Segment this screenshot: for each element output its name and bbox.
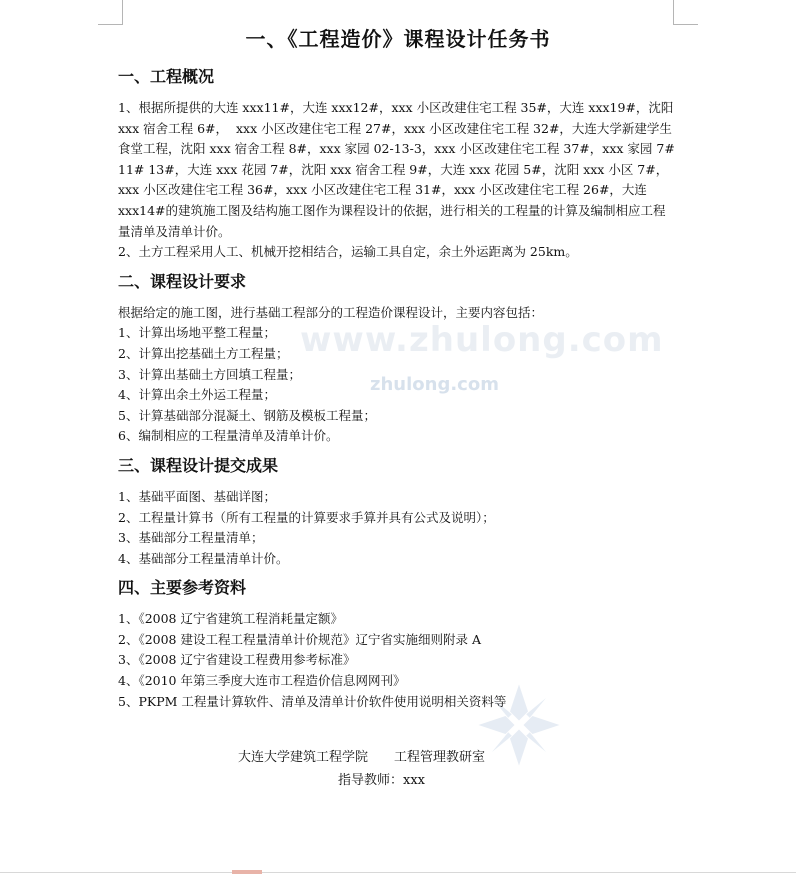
paragraph: 1、根据所提供的大连 xxx11#，大连 xxx12#，xxx 小区改建住宅工程 35#，大连 xxx19#，沈阳 xxx 宿舍工程 6#， xxx 小区改建住宅工程 27#，xxx 小区改建住宅工程 32#，大连大学新建学生食堂工程，沈阳 xxx 宿舍工程 8#，xxx 家园 02-13-3，xxx 小区改建住宅工程 37#，xxx 家园 7# 11# 13#，大连 xxx 花园 7#，沈阳 xxx 宿舍工程 9#，大连 xxx 花园 5#，沈阳 xxx 小区 7#，xxx 小区改建住宅工程 36#，xxx 小区改建住宅工程 31#，xxx 小区改建住宅工程 26#，大连 xxx14#的建筑施工图及结构施工图作为课程设计的依据，进行相关的工程量的计算及编制相应工程量清单及清单计价。 bbox=[118, 100, 679, 239]
list-item: 1、基础平面图、基础详图； bbox=[118, 488, 276, 504]
paragraph: 根据给定的施工图，进行基础工程部分的工程造价课程设计，主要内容包括： bbox=[118, 304, 544, 320]
section-deliverables bbox=[118, 455, 678, 569]
list-item: 2、工程量计算书（所有工程量的计算要求手算并具有公式及说明）； bbox=[118, 509, 495, 525]
list-item: 3、基础部分工程量清单； bbox=[118, 530, 264, 546]
page-corner-top-left bbox=[98, 0, 123, 25]
list-item: 3、计算出基础土方回填工程量； bbox=[118, 366, 301, 382]
document-body bbox=[118, 26, 678, 720]
list-item: 6、编制相应的工程量清单及清单计价。 bbox=[118, 428, 339, 444]
page-bottom-mark bbox=[232, 870, 262, 874]
section-heading: 三、课程设计提交成果 bbox=[118, 455, 279, 475]
list-item: 4、计算出余土外运工程量； bbox=[118, 387, 276, 403]
section-references bbox=[118, 577, 678, 712]
signature-block bbox=[238, 746, 538, 792]
list-item: 3、《2008 辽宁省建设工程费用参考标准》 bbox=[118, 652, 356, 668]
page-corner-top-right bbox=[673, 0, 698, 25]
paragraph: 2、土方工程采用人工、机械开挖相结合，运输工具自定，余土外运距离为 25km。 bbox=[118, 244, 578, 260]
page-bottom-border bbox=[0, 872, 796, 873]
list-item: 2、计算出挖基础土方工程量； bbox=[118, 345, 289, 361]
section-heading: 一、工程概况 bbox=[118, 67, 215, 86]
list-item: 4、基础部分工程量清单计价。 bbox=[118, 550, 289, 566]
list-item: 4、《2010 年第三季度大连市工程造价信息网网刊》 bbox=[118, 673, 406, 689]
section-project-overview bbox=[118, 66, 678, 263]
list-item: 5、计算基础部分混凝土、钢筋及模板工程量； bbox=[118, 407, 376, 423]
list-item: 2、《2008 建设工程工程量清单计价规范》辽宁省实施细则附录 A bbox=[118, 631, 481, 647]
signature-instructor: 指导教师：xxx bbox=[338, 773, 425, 788]
document-title: 一、《工程造价》课程设计任务书 bbox=[245, 27, 551, 51]
section-design-requirements bbox=[118, 271, 678, 447]
section-heading: 四、主要参考资料 bbox=[118, 578, 247, 598]
watermark-main: www.zhulong.com bbox=[300, 320, 664, 360]
section-heading: 二、课程设计要求 bbox=[118, 271, 247, 291]
signature-institution: 大连大学建筑工程学院 工程管理教研室 bbox=[238, 750, 486, 765]
watermark-sub: zhulong.com bbox=[370, 374, 499, 395]
list-item: 1、计算出场地平整工程量； bbox=[118, 325, 276, 341]
list-item: 5、PKPM 工程量计算软件、清单及清单计价软件使用说明相关资料等 bbox=[118, 693, 507, 709]
list-item: 1、《2008 辽宁省建筑工程消耗量定额》 bbox=[118, 611, 343, 627]
